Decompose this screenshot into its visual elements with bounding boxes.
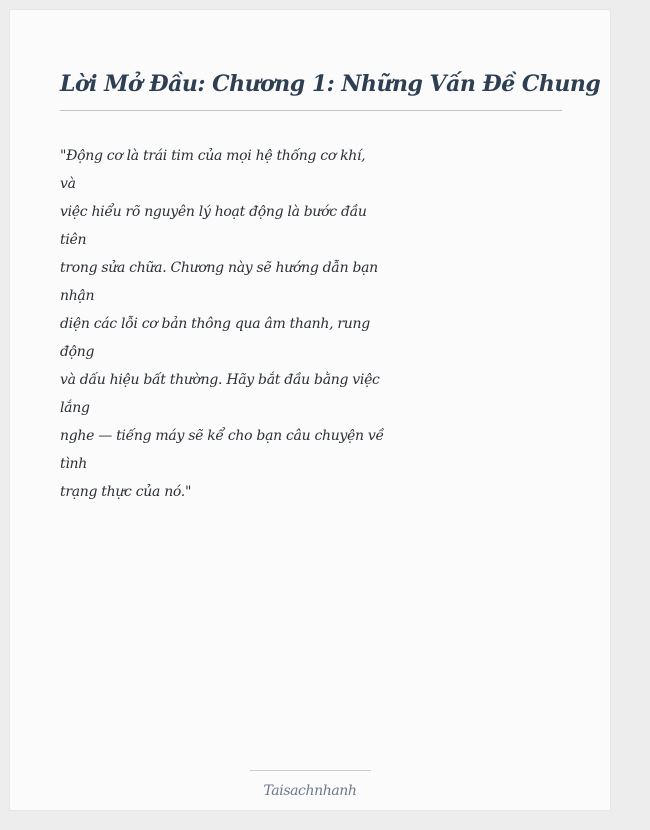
body-line: và bbox=[60, 176, 76, 192]
body-line: việc hiểu rõ nguyên lý hoạt động là bước đầu bbox=[60, 204, 367, 220]
body-line: động bbox=[60, 344, 95, 360]
body-line: "Động cơ là trái tim của mọi hệ thống cơ khí, bbox=[60, 148, 366, 164]
page-title: Lời Mở Đầu: Chương 1: Những Vấn Đề Chung bbox=[60, 71, 601, 97]
title-divider bbox=[60, 110, 562, 111]
body-line: lắng bbox=[60, 400, 90, 416]
footer-divider bbox=[250, 770, 371, 771]
body-line: nghe — tiếng máy sẽ kể cho bạn câu chuyện về bbox=[60, 428, 384, 444]
body-line: nhận bbox=[60, 288, 95, 304]
body-line: trong sửa chữa. Chương này sẽ hướng dẫn bạn bbox=[60, 260, 378, 276]
document-page bbox=[10, 10, 610, 810]
body-line: tình bbox=[60, 456, 87, 472]
body-paragraph bbox=[60, 142, 384, 506]
body-line: và dấu hiệu bất thường. Hãy bắt đầu bằng việc bbox=[60, 372, 380, 388]
body-line: tiên bbox=[60, 232, 87, 248]
footer-brand: Taisachnhanh bbox=[263, 783, 357, 799]
body-line: diện các lỗi cơ bản thông qua âm thanh, rung bbox=[60, 316, 370, 332]
body-line: trạng thực của nó." bbox=[60, 484, 192, 500]
